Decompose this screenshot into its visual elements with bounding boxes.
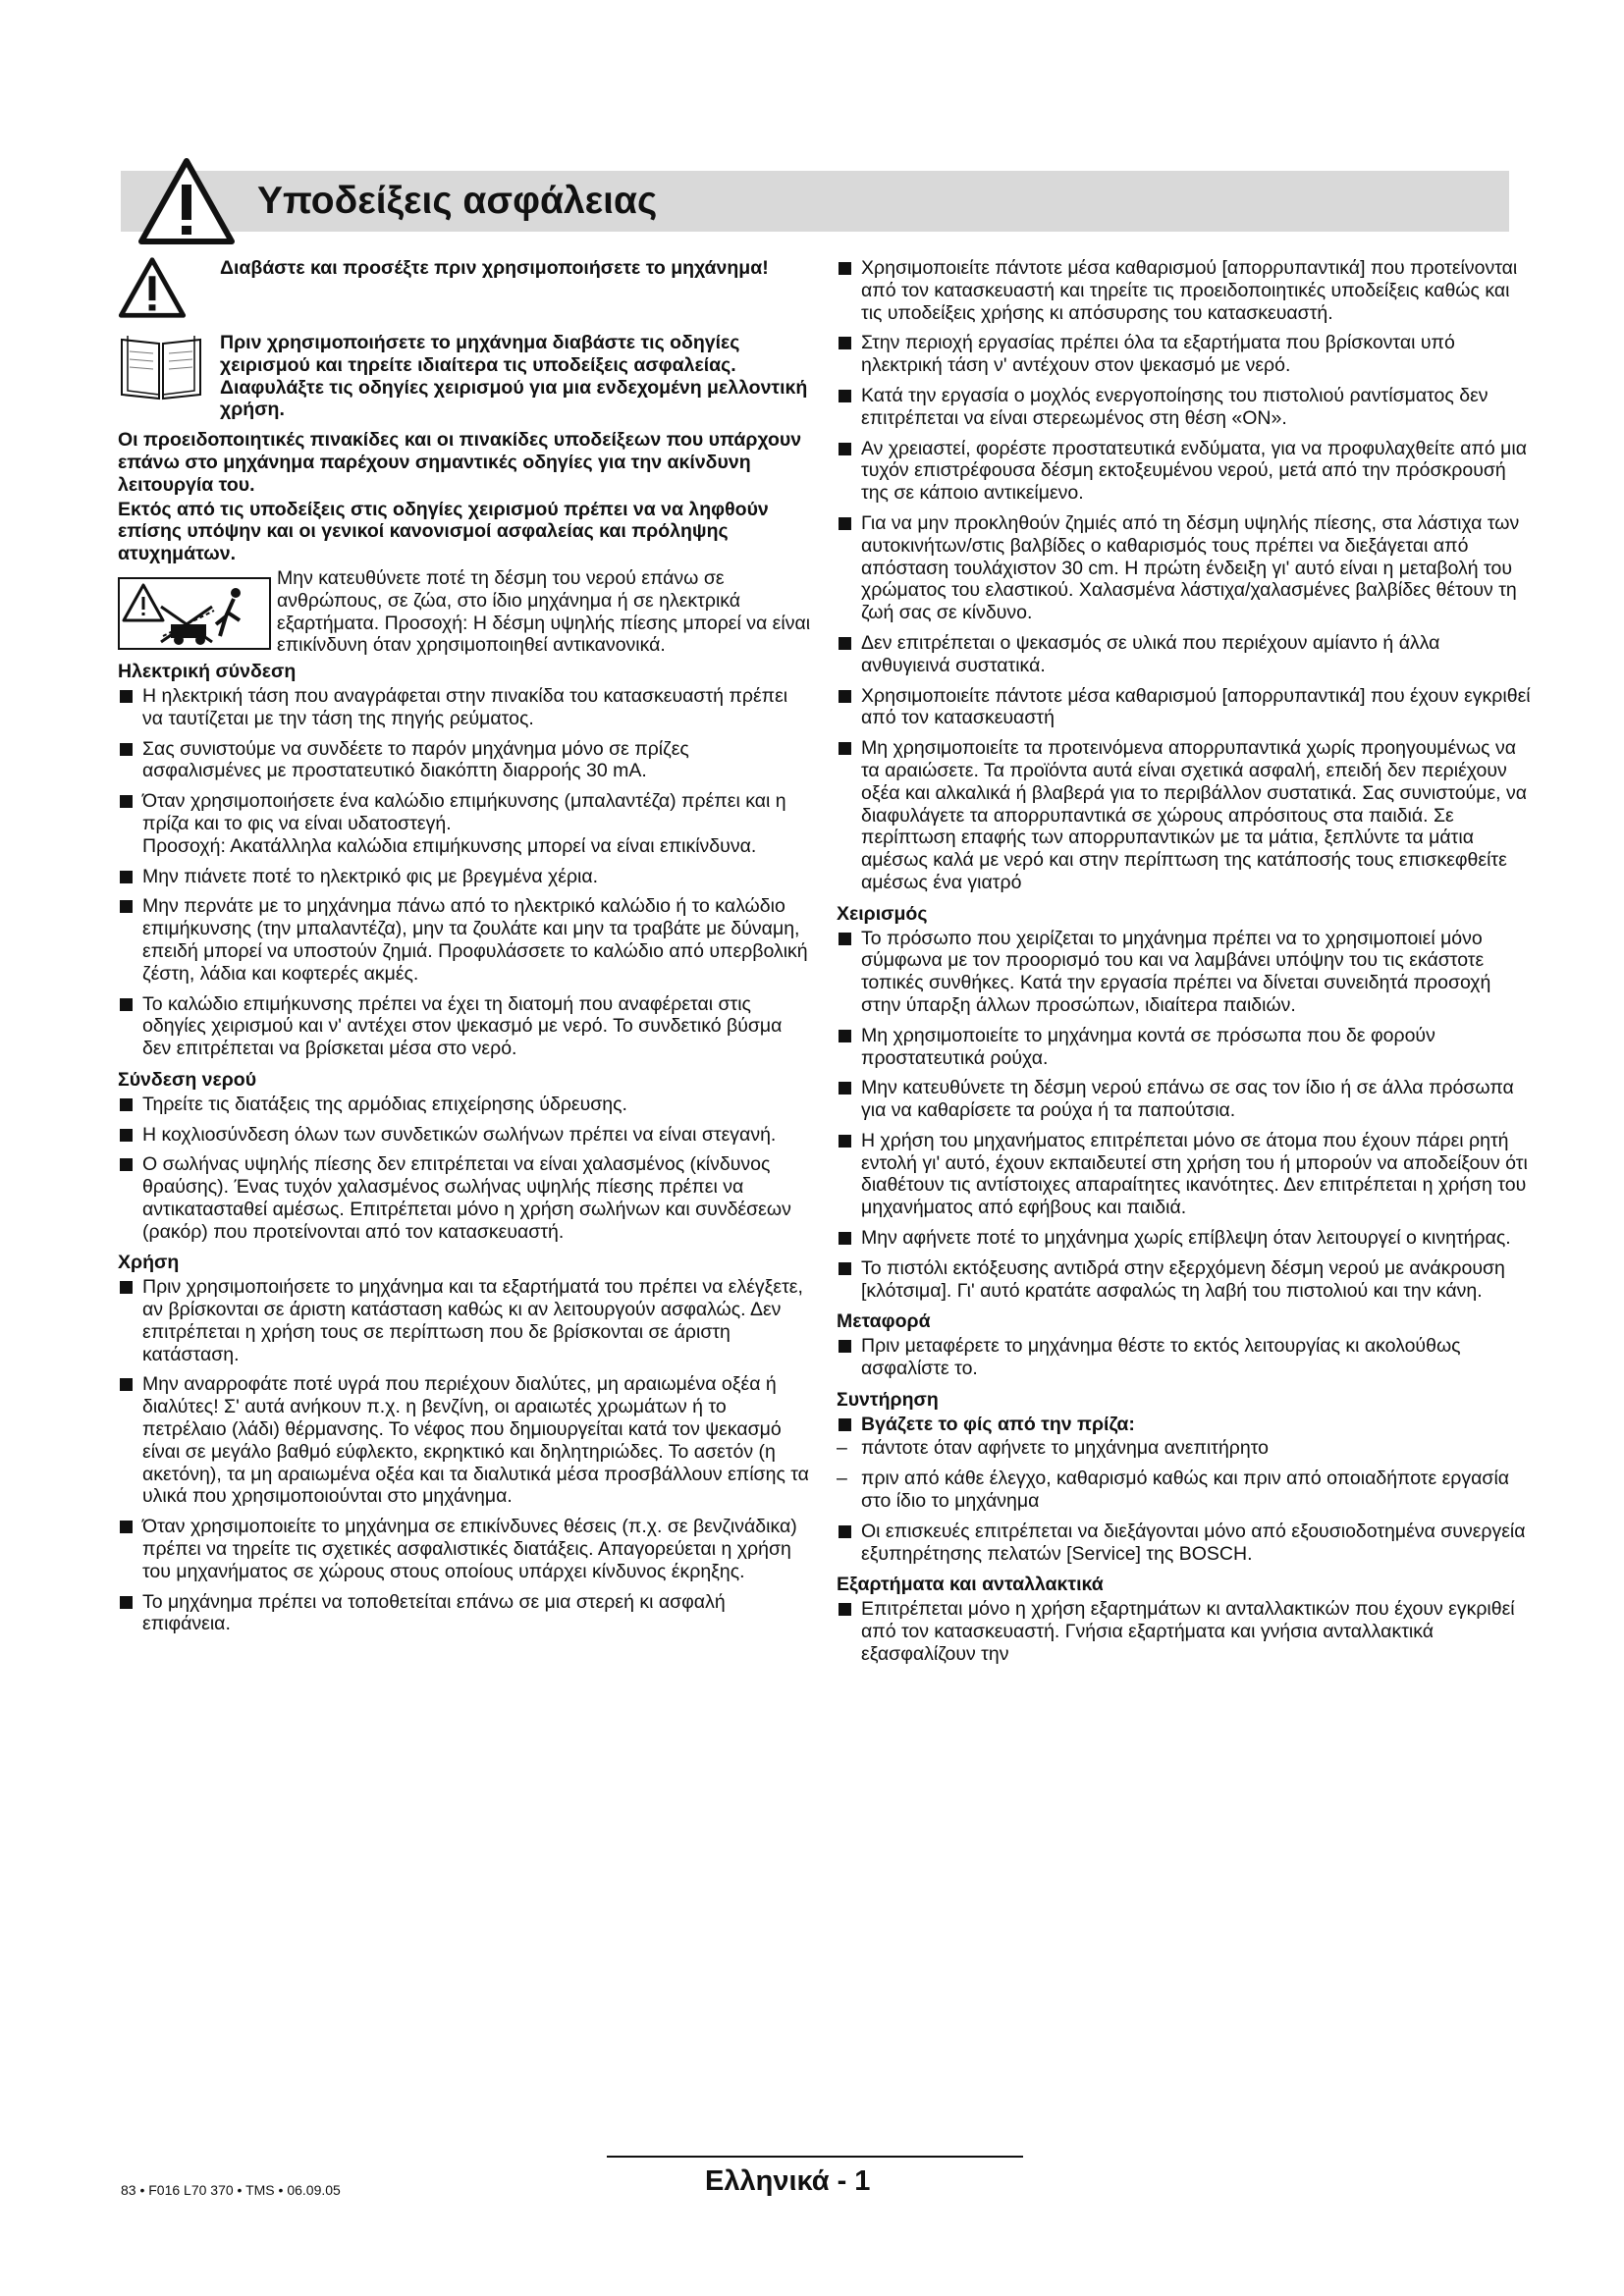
- square-bullet-icon: [120, 998, 133, 1011]
- square-bullet-icon: [120, 1521, 133, 1533]
- transport-list: [837, 1335, 1534, 1380]
- list-item: Σας συνιστούμε να συνδέετε το παρόν μηχάνημα μόνο σε πρίζες ασφαλισμένες με προστατευτικό διακόπτη διαρροής 30 mA.: [118, 738, 813, 783]
- list-item: Η κοχλιοσύνδεση όλων των συνδετικών σωλήνων πρέπει να είναι στεγανή.: [118, 1124, 813, 1147]
- list-item: Η χρήση του μηχανήματος επιτρέπεται μόνο σε άτομα που έχουν πάρει ρητή εντολή γι' αυτό, έχουν εκπαιδευτεί στη χρήση του ή μπορούν να αποδείξουν ότι διαθέτουν τις αντίστοιχες απαραίτητες ικανότητες. Δεν επιτρέπεται η χρήση του μηχανήματος από εφήβους και παιδιά.: [837, 1130, 1534, 1219]
- square-bullet-icon: [839, 1525, 851, 1538]
- water-jet-warning-icon: [118, 577, 271, 650]
- page-title: Υποδείξεις ασφάλειας: [257, 180, 658, 222]
- para-rules: Εκτός από τις υποδείξεις στις οδηγίες χειρισμού πρέπει να να ληφθούν επίσης υπόψην και οι γενικοί κανονισμοί ασφαλείας και πρόληψης ατυχημάτων.: [118, 498, 769, 565]
- dash-item: – πάντοτε όταν αφήνετε το μηχάνημα ανεπιτήρητο: [837, 1437, 1270, 1460]
- list-item: Μην περνάτε με το μηχάνημα πάνω από το ηλεκτρικό καλώδιο ή το καλώδιο επιμήκυνσης (την μπαλαντέζα), μην τα ζουλάτε και μην τα τραβάτε με δύναμη, επειδή μπορεί να υποστούν ζημιά. Προφυλάσσετε το καλώδιο από υπερβολική ζέστη, λάδια και κοφτερές ακμές.: [118, 895, 813, 985]
- footer-document-code: 83 • F016 L70 370 • TMS • 06.09.05: [121, 2182, 341, 2198]
- section-heading-use: Χρήση: [118, 1252, 180, 1274]
- square-bullet-icon: [839, 443, 851, 455]
- list-item: Βγάζετε το φίς από την πρίζα:: [837, 1414, 1534, 1436]
- list-item: Μη χρησιμοποιείτε τα προτεινόμενα απορρυπαντικά χωρίς προηγουμένως να τα αραιώσετε. Τα προϊόντα αυτά είναι σχετικά ασφαλή, επειδή δεν περιέχουν οξέα και αλκαλικά ή βλαβερά για το περιβάλλον συστατικά. Σας συνιστούμε, να διαφυλάγετε τα απορρυπαντικά σε χώρους απρόσιτους στα παιδιά. Σε περίπτωση επαφής των απορρυπαντικών με τα μάτια, ξεπλύντε τα μάτια αμέσως καλά με νερό και στην περίπτωση της κατάποσής τους επισκεφθείτε αμέσως ένα γιατρό: [837, 737, 1534, 894]
- square-bullet-icon: [120, 743, 133, 756]
- section-heading-water: Σύνδεση νερού: [118, 1068, 257, 1091]
- caution-note: Προσοχή: Ακατάλληλα καλώδια επιμήκυνσης μπορεί να είναι επικίνδυνα.: [142, 834, 757, 857]
- square-bullet-icon: [839, 390, 851, 402]
- handling-list: [837, 928, 1534, 1303]
- footer-divider: [607, 2156, 1023, 2158]
- parts-list: [837, 1598, 1534, 1665]
- warning-triangle-icon: [137, 157, 236, 245]
- list-item: Δεν επιτρέπεται ο ψεκασμός σε υλικά που περιέχουν αμίαντο ή άλλα ανθυγιεινά συστατικά.: [837, 632, 1534, 677]
- square-bullet-icon: [839, 1030, 851, 1042]
- list-item: Χρησιμοποιείτε πάντοτε μέσα καθαρισμού [απορρυπαντικά] που έχουν εγκριθεί από τον κατασκευαστή: [837, 685, 1534, 730]
- dash-marker: –: [837, 1437, 847, 1460]
- square-bullet-icon: [839, 337, 851, 349]
- water-list: [118, 1094, 813, 1244]
- list-item: Χρησιμοποιείτε πάντοτε μέσα καθαρισμού [απορρυπαντικά] που προτείνονται από τον κατασκευαστή και τηρείτε τις προειδοποιητικές υποδείξεις καθώς και τις υποδείξεις χρήσης κι απόσυρσης του κατασκευαστή.: [837, 257, 1534, 324]
- square-bullet-icon: [839, 1082, 851, 1095]
- list-item: Μην κατευθύνετε τη δέσμη νερού επάνω σε σας τον ίδιο ή σε άλλα πρόσωπα για να καθαρίσετε τα ρούχα ή τα παπούτσια.: [837, 1077, 1534, 1122]
- square-bullet-icon: [839, 517, 851, 530]
- intro-warning-text: Διαβάστε και προσέξτε πριν χρησιμοποιήσετε το μηχάνημα!: [220, 257, 769, 279]
- right-column: [837, 257, 1534, 1666]
- square-bullet-icon: [839, 1603, 851, 1616]
- list-item: Τηρείτε τις διατάξεις της αρμόδιας επιχείρησης ύδρευσης.: [118, 1094, 813, 1116]
- list-item: Το μηχάνημα πρέπει να τοποθετείται επάνω σε μια στερεή κι ασφαλή επιφάνεια.: [118, 1591, 813, 1636]
- list-item: Πριν μεταφέρετε το μηχάνημα θέστε το εκτός λειτουργίας κι ακολούθως ασφαλίστε το.: [837, 1335, 1534, 1380]
- intro-manual-text: Πριν χρησιμοποιήσετε το μηχάνημα διαβάστε τις οδηγίες χειρισμού και τηρείτε ιδιαίτερα τις υποδείξεις ασφαλείας. Διαφυλάξτε τις οδηγίες χειρισμού για μια ενδεχομένη μελλοντική χρήση.: [220, 332, 808, 421]
- list-item: Για να μην προκληθούν ζημιές από τη δέσμη υψηλής πίεσης, στα λάστιχα των αυτοκινήτων/στις βαλβίδες ο καθαρισμός τους πρέπει να διεξάγεται από απόσταση τουλάχιστον 30 cm. Η πρώτη ένδειξη γι' αυτό είναι η μεταβολή του χρώματος του ελαστικού. Χαλασμένα λάστιχα/χαλασμένες βαλβίδες θέτουν τη ζωή σας σε κίνδυνο.: [837, 512, 1534, 624]
- section-heading-transport: Μεταφορά: [837, 1310, 931, 1333]
- square-bullet-icon: [120, 1281, 133, 1294]
- section-heading-handling: Χειρισμός: [837, 902, 928, 925]
- use-list: [118, 1276, 813, 1635]
- square-bullet-icon: [120, 1129, 133, 1142]
- list-item: Όταν χρησιμοποιείτε το μηχάνημα σε επικίνδυνες θέσεις (π.χ. σε βενζινάδικα) πρέπει να τηρείτε τις σχετικές ασφαλιστικές διατάξεις. Απαγορεύεται η χρήση του μηχανήματος σε χώρους στους οποίους υπάρχει κίνδυνος έκρηξης.: [118, 1516, 813, 1582]
- square-bullet-icon: [120, 1378, 133, 1391]
- list-item: Στην περιοχή εργασίας πρέπει όλα τα εξαρτήματα που βρίσκονται υπό ηλεκτρική τάση ν' αντέχουν στον ψεκασμό με νερό.: [837, 332, 1534, 377]
- list-item: Η ηλεκτρική τάση που αναγράφεται στην πινακίδα του κατασκευαστή πρέπει να ταυτίζεται με την τάση της πηγής ρεύματος.: [118, 685, 813, 730]
- square-bullet-icon: [839, 1135, 851, 1148]
- square-bullet-icon: [839, 1418, 851, 1431]
- list-item: Κατά την εργασία ο μοχλός ενεργοποίησης του πιστολιού ραντίσματος δεν επιτρέπεται να είναι στερεωμένος στη θέση «ON».: [837, 385, 1534, 430]
- general-list: [837, 257, 1534, 894]
- list-item: Αν χρειαστεί, φορέστε προστατευτικά ενδύματα, για να προφυλαχθείτε από μια τυχόν επιστρέφουσα δέσμη εκτοξευμένου νερού, μετά από την πρόσκρουσή της σε κάποιο αντικείμενο.: [837, 438, 1534, 505]
- square-bullet-icon: [120, 1098, 133, 1111]
- square-bullet-icon: [839, 637, 851, 650]
- electrical-list: [118, 685, 813, 1060]
- jet-warning-text: Μην κατευθύνετε ποτέ τη δέσμη του νερού επάνω σε ανθρώπους, σε ζώα, στο ίδιο μηχάνημα ή σε ηλεκτρικά εξαρτήματα. Προσοχή: Η δέσμη υψηλής πίεσης μπορεί να είναι επικίνδυνη όταν χρησιμοποιηθεί αντικανονικά.: [277, 566, 811, 657]
- square-bullet-icon: [839, 690, 851, 703]
- square-bullet-icon: [839, 1232, 851, 1245]
- maintenance-list: [837, 1414, 1534, 1566]
- square-bullet-icon: [839, 262, 851, 275]
- list-item: Επιτρέπεται μόνο η χρήση εξαρτημάτων κι ανταλλακτικών που έχουν εγκριθεί από τον κατασκευαστή. Γνήσια εξαρτήματα και γνήσια ανταλλακτικά εξασφαλίζουν την: [837, 1598, 1534, 1665]
- list-item: Μη χρησιμοποιείτε το μηχάνημα κοντά σε πρόσωπα που δε φορούν προστατευτικά ρούχα.: [837, 1025, 1534, 1070]
- dash-item: – πριν από κάθε έλεγχο, καθαρισμό καθώς και πριν από οποιαδήποτε εργασία στο ίδιο το μηχάνημα: [837, 1468, 1510, 1513]
- list-item: Όταν χρησιμοποιήσετε ένα καλώδιο επιμήκυνσης (μπαλαντέζα) πρέπει και η πρίζα και το φις να είναι υδατοστεγή. Προσοχή: Ακατάλληλα καλώδια επιμήκυνσης μπορεί να είναι επικίνδυνα.: [118, 790, 813, 857]
- section-heading-electrical: Ηλεκτρική σύνδεση: [118, 661, 297, 683]
- list-item: Οι επισκευές επιτρέπεται να διεξάγονται μόνο από εξουσιοδοτημένα συνεργεία εξυπηρέτησης πελατών [Service] της BOSCH.: [837, 1521, 1534, 1566]
- list-item: Μην πιάνετε ποτέ το ηλεκτρικό φις με βρεγμένα χέρια.: [118, 866, 813, 888]
- section-heading-parts: Εξαρτήματα και ανταλλακτικά: [837, 1574, 1104, 1596]
- list-item: Μην αναρροφάτε ποτέ υγρά που περιέχουν διαλύτες, μη αραιωμένα οξέα ή διαλύτες! Σ' αυτά ανήκουν π.χ. η βενζίνη, οι αραιωτές χρωμάτων ή το πετρέλαιο (λάδι) θέρμανσης. Το νέφος που δημιουργείται κατά τον ψεκασμό είναι σε μεγάλο βαθμό εύφλεκτο, εκρηκτικό και δηλητηριώδες. Το ασετόν (η ακετόνη), τα μη αραιωμένα οξέα και τα διαλυτικά μέσα προσβάλλουν επίσης τα υλικά που χρησιμοποιούνται στο μηχάνημα.: [118, 1373, 813, 1508]
- list-item: Το καλώδιο επιμήκυνσης πρέπει να έχει τη διατομή που αναφέρεται στις οδηγίες χειρισμού και ν' αντέχει στον ψεκασμό με νερό. Το συνδετικό βύσμα δεν επιτρέπεται να βρίσκεται μέσα στο νερό.: [118, 993, 813, 1060]
- square-bullet-icon: [839, 1340, 851, 1353]
- intro-warning-block: [118, 257, 813, 318]
- square-bullet-icon: [120, 871, 133, 883]
- left-column: [118, 257, 813, 1635]
- jet-warning-block: [118, 567, 813, 657]
- square-bullet-icon: [839, 933, 851, 945]
- list-item: Ο σωλήνας υψηλής πίεσης δεν επιτρέπεται να είναι χαλασμένος (κίνδυνος θραύσης). Ένας τυχόν χαλασμένος σωλήνας υψηλής πίεσης πρέπει να αντικατασταθεί αμέσως. Επιτρέπεται μόνο η χρήση σωλήνων και συνδέσεων (ρακόρ) που προτείνονται από τον κατασκευαστή.: [118, 1153, 813, 1243]
- square-bullet-icon: [120, 1596, 133, 1609]
- square-bullet-icon: [120, 1158, 133, 1171]
- list-item: Το πρόσωπο που χειρίζεται το μηχάνημα πρέπει να το χρησιμοποιεί μόνο σύμφωνα με τον προορισμό του και να λαμβάνει υπόψην του τις εκάστοτε τοπικές συνθήκες. Κατά την εργασία πρέπει να δίνεται συνειδητά προσοχή στην ύπαρξη άλλων προσώπων, ιδιαίτερα παιδιών.: [837, 928, 1534, 1017]
- list-item: Μην αφήνετε ποτέ το μηχάνημα χωρίς επίβλεψη όταν λειτουργεί ο κινητήρας.: [837, 1227, 1534, 1250]
- list-item: Πριν χρησιμοποιήσετε το μηχάνημα και τα εξαρτήματά του πρέπει να ελέγξετε, αν βρίσκονται σε άριστη κατάσταση καθώς κι αν λειτουργούν ασφαλώς. Δεν επιτρέπεται η χρήση τους σε περίπτωση που δε βρίσκονται σε άριστη κατάσταση.: [118, 1276, 813, 1365]
- dash-marker: –: [837, 1468, 847, 1490]
- list-item: Το πιστόλι εκτόξευσης αντιδρά στην εξερχόμενη δέσμη νερού με ανάκρουση [κλότσιμα]. Γι' αυτό κρατάτε ασφαλώς τη λαβή του πιστολιού και την κάνη.: [837, 1257, 1534, 1303]
- section-heading-maintenance: Συντήρηση: [837, 1388, 939, 1411]
- intro-manual-block: [118, 332, 813, 421]
- footer-language-page: Ελληνικά - 1: [705, 2165, 871, 2197]
- square-bullet-icon: [839, 742, 851, 755]
- square-bullet-icon: [120, 900, 133, 913]
- square-bullet-icon: [120, 690, 133, 703]
- open-book-icon: [118, 332, 204, 402]
- square-bullet-icon: [120, 795, 133, 808]
- warning-triangle-icon: [118, 257, 187, 318]
- para-plates: Οι προειδοποιητικές πινακίδες και οι πινακίδες υποδείξεων που υπάρχουν επάνω στο μηχάνημα παρέχουν σημαντικές οδηγίες για την ακίνδυνη λειτουργία του.: [118, 429, 802, 496]
- square-bullet-icon: [839, 1262, 851, 1275]
